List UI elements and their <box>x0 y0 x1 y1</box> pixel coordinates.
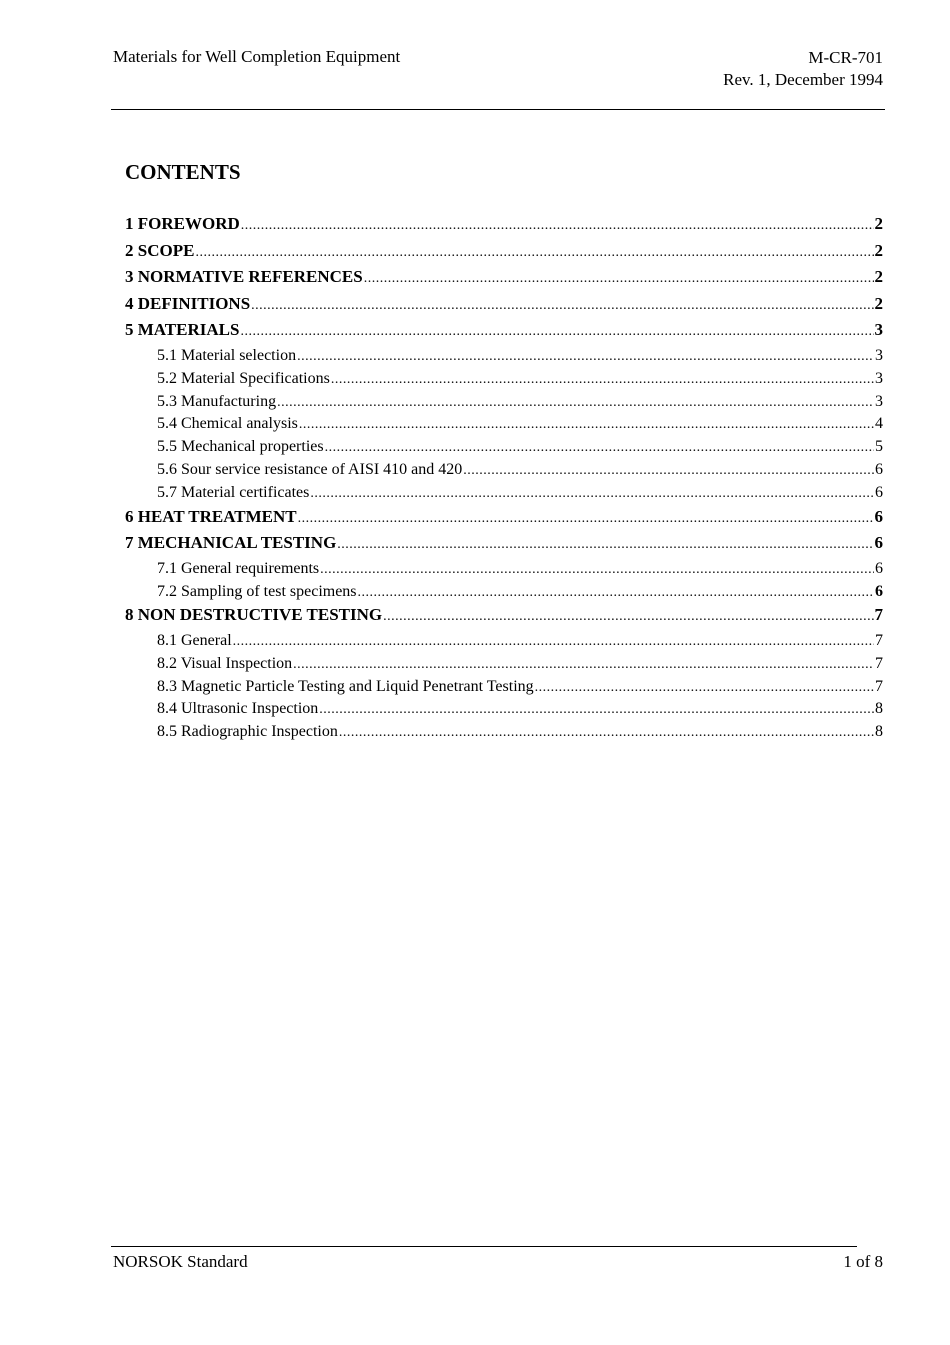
footer-standard: NORSOK Standard <box>113 1252 248 1271</box>
toc-entry-label: 7 MECHANICAL TESTING <box>125 533 337 553</box>
toc-dot-leader <box>241 214 874 238</box>
toc-subsection-entry[interactable] <box>125 345 883 368</box>
toc-entry-page-number: 3 <box>875 392 883 410</box>
toc-dot-leader <box>233 631 874 652</box>
toc-entry-label: 7.1 General requirements <box>157 559 320 577</box>
toc-dot-leader <box>251 294 873 318</box>
header-doc-info <box>723 47 883 91</box>
toc-entry-page-number: 6 <box>874 533 883 553</box>
toc-entry-label: 8.2 Visual Inspection <box>157 654 293 672</box>
header-divider <box>111 109 885 110</box>
toc-entry-label: 1 FOREWORD <box>125 214 240 233</box>
footer-divider <box>111 1246 857 1247</box>
toc-entry-label: 8.1 General <box>157 631 232 649</box>
toc-dot-leader <box>195 241 873 265</box>
toc-entry-label: 2 SCOPE <box>125 240 195 260</box>
toc-subsection-entry[interactable] <box>125 413 883 436</box>
toc-entry-page-number: 2 <box>874 214 883 233</box>
toc-entry-label: 5.5 Mechanical properties <box>157 438 324 456</box>
toc-dot-leader <box>240 320 873 344</box>
toc-subsection-entry[interactable] <box>125 391 883 414</box>
toc-entry-page-number: 3 <box>875 369 883 387</box>
toc-section-entry[interactable] <box>125 603 883 630</box>
toc-entry-page-number: 7 <box>874 605 883 625</box>
toc-dot-leader <box>319 699 874 720</box>
toc-section-entry[interactable] <box>125 239 883 266</box>
toc-subsection-entry[interactable] <box>125 436 883 459</box>
toc-entry-page-number: 8 <box>875 700 883 718</box>
toc-dot-leader <box>337 533 873 557</box>
toc-entry-label: 6 HEAT TREATMENT <box>125 506 297 526</box>
footer-page-indicator: 1 of 8 <box>843 1252 883 1271</box>
toc-dot-leader <box>310 483 874 504</box>
toc-section-entry[interactable] <box>125 318 883 345</box>
toc-entry-label: 5.3 Manufacturing <box>157 392 277 410</box>
header-revision: Rev. 1, December 1994 <box>723 70 883 89</box>
toc-entry-page-number: 6 <box>875 559 883 577</box>
toc-subsection-entry[interactable] <box>125 721 883 744</box>
toc-entry-page-number: 8 <box>875 723 883 741</box>
toc-section-entry[interactable] <box>125 265 883 292</box>
toc-subsection-entry[interactable] <box>125 630 883 653</box>
toc-dot-leader <box>325 437 874 458</box>
toc-dot-leader <box>331 369 874 390</box>
contents-heading: CONTENTS <box>125 160 241 184</box>
toc-dot-leader <box>297 346 874 367</box>
toc-section-entry[interactable] <box>125 531 883 558</box>
toc-subsection-entry[interactable] <box>125 482 883 505</box>
toc-entry-label: 5.1 Material selection <box>157 346 297 364</box>
toc-entry-page-number: 2 <box>874 267 883 287</box>
toc-entry-label: 5.6 Sour service resistance of AISI 410 and 420 <box>157 460 463 478</box>
toc-section-entry[interactable] <box>125 505 883 532</box>
toc-section-entry[interactable] <box>125 292 883 319</box>
header-title: Materials for Well Completion Equipment <box>113 47 401 66</box>
toc-entry-page-number: 5 <box>875 438 883 456</box>
toc-subsection-entry[interactable] <box>125 581 883 604</box>
toc-entry-page-number: 2 <box>874 240 883 260</box>
toc-dot-leader <box>320 559 874 580</box>
toc-entry-label: 5 MATERIALS <box>125 320 240 340</box>
toc-subsection-entry[interactable] <box>125 368 883 391</box>
toc-dot-leader <box>299 414 874 435</box>
toc-subsection-entry[interactable] <box>125 698 883 721</box>
toc-entry-label: 5.7 Material certificates <box>157 483 310 501</box>
toc-dot-leader <box>463 460 874 481</box>
toc-entry-label: 4 DEFINITIONS <box>125 293 251 313</box>
toc-entry-page-number: 6 <box>874 506 883 526</box>
header-doc-number: M-CR-701 <box>808 48 883 67</box>
toc-dot-leader <box>339 722 874 743</box>
toc-entry-label: 5.2 Material Specifications <box>157 369 330 387</box>
toc-entry-page-number: 4 <box>875 415 883 433</box>
toc-dot-leader <box>364 267 874 291</box>
toc-subsection-entry[interactable] <box>125 676 883 699</box>
toc-subsection-entry[interactable] <box>125 459 883 482</box>
toc-entry-page-number: 3 <box>875 346 883 364</box>
toc-subsection-entry[interactable] <box>125 653 883 676</box>
toc-dot-leader <box>293 654 874 675</box>
toc-entry-label: 3 NORMATIVE REFERENCES <box>125 267 363 287</box>
toc-subsection-entry[interactable] <box>125 558 883 581</box>
toc-dot-leader <box>298 507 874 531</box>
toc-entry-label: 8.4 Ultrasonic Inspection <box>157 700 319 718</box>
toc-entry-label: 5.4 Chemical analysis <box>157 415 298 433</box>
toc-dot-leader <box>535 677 874 698</box>
toc-entry-page-number: 3 <box>874 320 883 340</box>
toc-dot-leader <box>358 582 874 603</box>
toc-entry-page-number: 7 <box>875 654 883 672</box>
toc-entry-page-number: 6 <box>875 483 883 501</box>
table-of-contents <box>125 212 883 744</box>
toc-entry-page-number: 6 <box>875 460 883 478</box>
toc-entry-label: 7.2 Sampling of test specimens <box>157 582 357 600</box>
toc-entry-label: 8.5 Radiographic Inspection <box>157 723 338 741</box>
toc-dot-leader <box>383 605 873 629</box>
toc-dot-leader <box>277 392 874 413</box>
toc-entry-page-number: 7 <box>875 631 883 649</box>
toc-entry-page-number: 6 <box>875 582 883 600</box>
toc-entry-page-number: 2 <box>874 293 883 313</box>
toc-entry-label: 8.3 Magnetic Particle Testing and Liquid Penetrant Testing <box>157 677 534 695</box>
toc-section-entry[interactable] <box>125 212 883 239</box>
toc-entry-page-number: 7 <box>875 677 883 695</box>
toc-entry-label: 8 NON DESTRUCTIVE TESTING <box>125 605 383 625</box>
